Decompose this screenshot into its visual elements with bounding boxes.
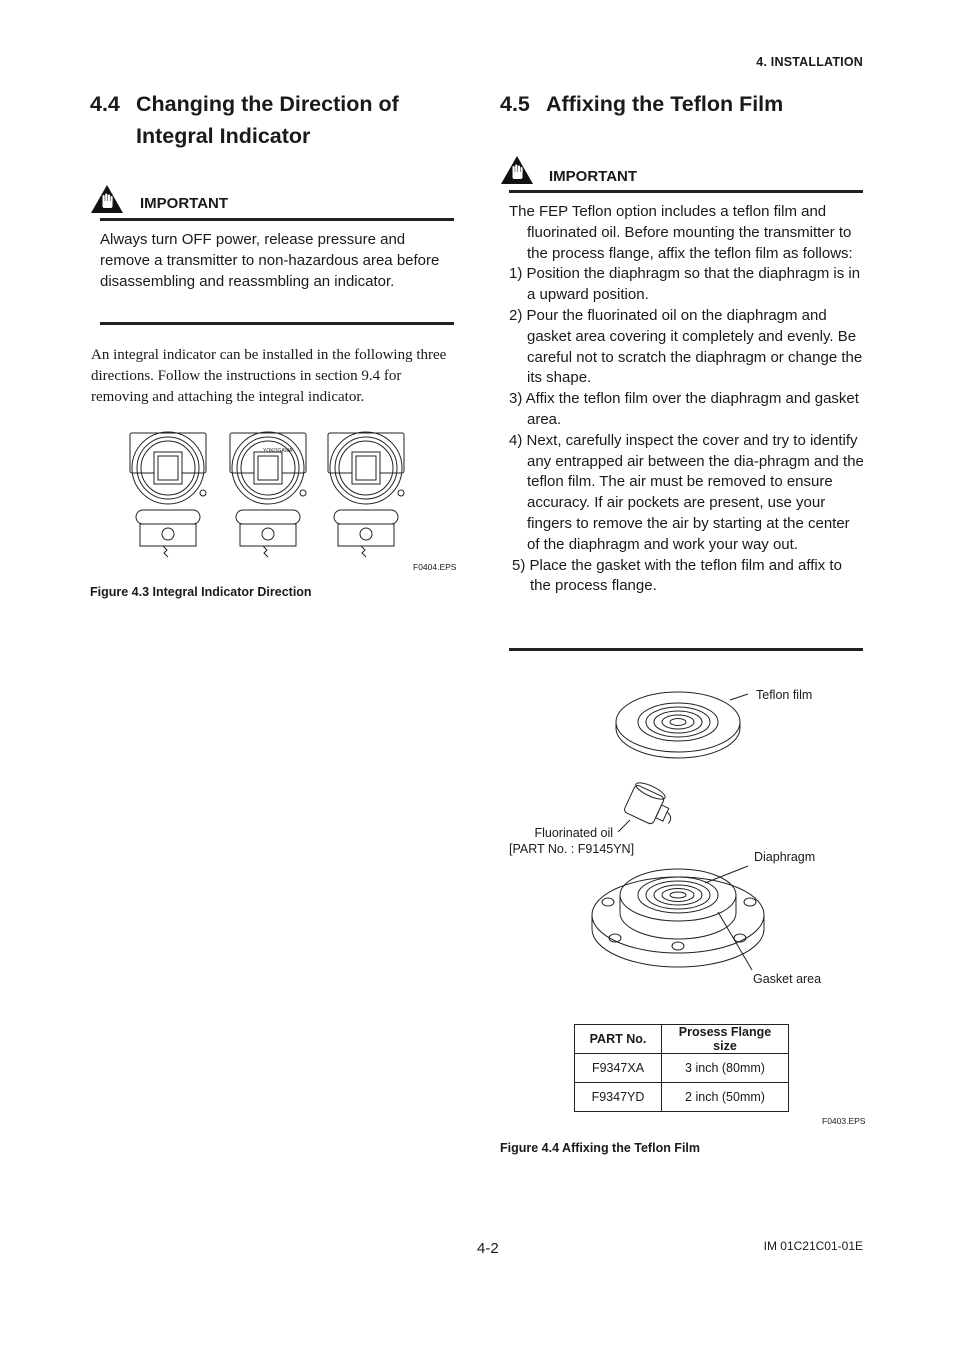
section-4-5-steps — [509, 202, 865, 597]
table-cell: F9347XA — [575, 1054, 662, 1083]
document-id: IM 01C21C01-01E — [763, 1239, 863, 1253]
step-2: 2) Pour the fluorinated oil on the diaphragm and gasket area covering it completely and evenly. Be careful not to scratch the diaphragm or change the its shape. — [509, 306, 863, 387]
table-header-flange-size: Prosess Flange size — [662, 1025, 789, 1054]
section-4-5-title — [500, 88, 870, 120]
page-number: 4-2 — [477, 1240, 499, 1257]
table-cell: 2 inch (50mm) — [662, 1083, 789, 1112]
important-rule-bottom-4-5 — [509, 648, 863, 651]
step-1: 1) Position the diaphragm so that the diaphragm is in a upward position. — [509, 265, 861, 304]
table-row — [575, 1054, 789, 1083]
important-label-4-5: IMPORTANT — [549, 168, 638, 185]
step-3: 3) Affix the teflon film over the diaphragm and gasket area. — [509, 390, 859, 428]
section-4-4-title-line1: Changing the Direction of — [136, 92, 399, 116]
table-row — [575, 1083, 789, 1112]
label-part-number: [PART No. : F9145YN] — [509, 842, 635, 856]
important-rule-top-4-5 — [509, 190, 863, 193]
label-teflon-film: Teflon film — [756, 688, 813, 702]
label-diaphragm: Diaphragm — [754, 850, 816, 864]
important-rule-bottom-4-4 — [100, 322, 454, 325]
label-fluorinated-oil: Fluorinated oil — [534, 826, 613, 840]
table-cell: 3 inch (80mm) — [662, 1054, 789, 1083]
warning-hand-icon — [500, 155, 534, 185]
teflon-film-figure — [590, 680, 780, 990]
important-text-4-4: Always turn OFF power, release pressure and remove a transmitter to non-hazardous area before disassembling and reassmbling an indicator. — [100, 231, 440, 290]
chapter-header: 4. INSTALLATION — [756, 55, 863, 69]
figure-4-4-caption: Figure 4.4 Affixing the Teflon Film — [500, 1141, 701, 1155]
section-4-5-title-text: Affixing the Teflon Film — [546, 92, 784, 116]
section-4-5-number: 4.5 — [500, 92, 530, 116]
table-cell: F9347YD — [575, 1083, 662, 1112]
table-header-part-no: PART No. — [575, 1025, 662, 1054]
figure-4-3-caption: Figure 4.3 Integral Indicator Direction — [90, 585, 312, 599]
section-4-4-body: An integral indicator can be installed in the following three directions. Follow the instructions in section 9.4 for removing and attaching the integral indicator. — [91, 347, 447, 405]
figure-4-3-file: F0404.EPS — [413, 562, 457, 572]
important-rule-top-4-4 — [100, 218, 454, 221]
label-gasket-area: Gasket area — [753, 972, 822, 986]
step-5: 5) Place the gasket with the teflon film and affix to the process flange. — [512, 556, 842, 595]
step-4: 4) Next, carefully inspect the cover and try to identify any entrapped air between the dia-phragm and the teflon film. The air must be removed to ensure accuracy. If air pockets are present, use your fingers to remove the air by starting at the center of the diaphragm and work your way out. — [509, 431, 864, 553]
important-label-4-4: IMPORTANT — [140, 195, 229, 212]
section-4-4-title — [90, 88, 470, 152]
section-4-4-title-line2: Integral Indicator — [136, 124, 311, 148]
svg-text:YOKOGAWA: YOKOGAWA — [263, 448, 293, 454]
figure-4-4-file: F0403.EPS — [822, 1116, 866, 1126]
warning-hand-icon — [90, 184, 124, 214]
part-number-table — [574, 1024, 789, 1112]
integral-indicator-figure — [128, 430, 413, 563]
intro-paragraph: The FEP Teflon option includes a teflon film and fluorinated oil. Before mounting the transmitter to the process flange, affix the teflon film as follows: — [509, 203, 853, 262]
table-header-row — [575, 1025, 789, 1054]
section-4-4-number: 4.4 — [90, 92, 120, 116]
